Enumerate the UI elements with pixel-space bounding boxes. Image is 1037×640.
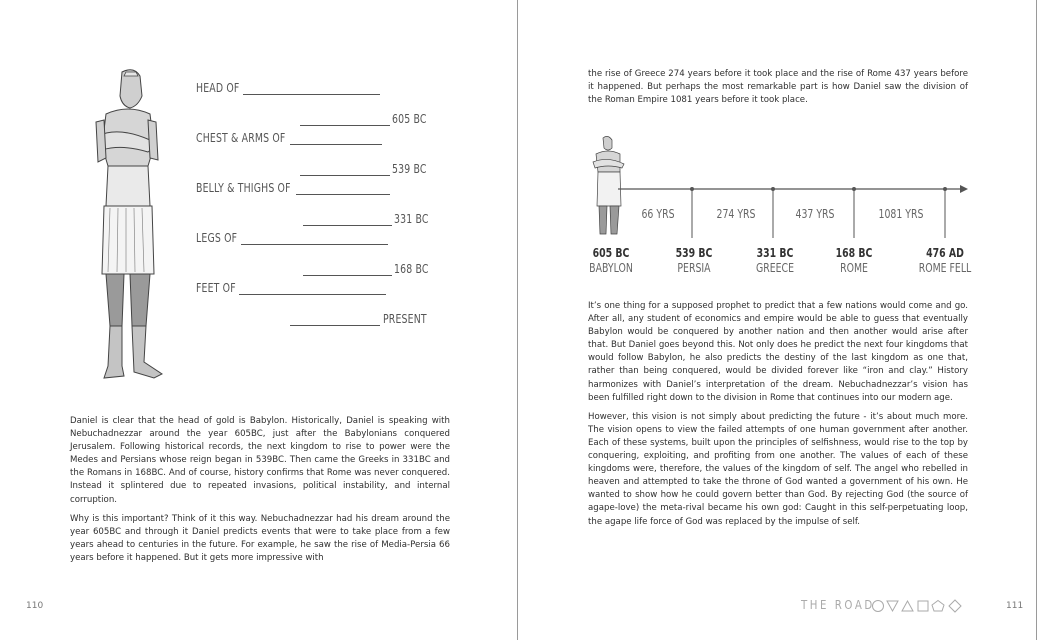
paragraph: Daniel is clear that the head of gold is Babylon. Historically, Daniel is speaking with Nebuchadnezzar around the year 605BC, just after the Babylonians conquered Jerusalem. Following historical records, the next kingdom to rise to power were the Medes and Persians whose reign began in 539BC. Then came the Greeks in 331BC and the Romans in 168BC. And of course, history confirms that Rome was never conquered. Instead it splintered due to repeated invasions, political instability, and internal corruption. [70, 416, 450, 505]
date-168bc: 168 BC [394, 262, 429, 276]
date-331bc: 331 BC [394, 212, 429, 226]
statue-illustration [88, 66, 168, 386]
date-539bc: 539 BC [392, 162, 427, 176]
footer-shapes-icon [871, 598, 987, 614]
blank-date-2[interactable] [300, 175, 390, 176]
left-page [0, 0, 518, 640]
timeline-name-2: PERSIA [677, 261, 711, 275]
right-intro [588, 68, 968, 113]
timeline-name-1: BABYLON [589, 261, 633, 275]
span-274: 274 YRS [716, 207, 756, 221]
timeline-date-2: 539 BC [675, 246, 713, 260]
label-legs: LEGS OF [196, 231, 238, 245]
timeline-date-3: 331 BC [756, 246, 794, 260]
paragraph: Why is this important? Think of it this way. Nebuchadnezzar had his dream around the year 605BC and through it Daniel predicts events that were to take place from a few years ahead to centuries in the future. For example, he saw the rise of Media-Persia 66 years before it happened. But it gets more impressive with [70, 513, 450, 563]
label-feet: FEET OF [196, 281, 236, 295]
date-present: PRESENT [383, 312, 427, 326]
timeline-date-1: 605 BC [592, 246, 630, 260]
timeline-diagram [588, 130, 978, 240]
span-1081: 1081 YRS [878, 207, 924, 221]
footer-title: THE ROAD [801, 598, 875, 612]
blank-legs[interactable] [241, 244, 388, 245]
timeline-date-4: 168 BC [835, 246, 873, 260]
blank-date-1[interactable] [300, 125, 390, 126]
timeline-name-3: GREECE [755, 261, 795, 275]
right-page [519, 0, 1037, 640]
page-number-right: 111 [1006, 601, 1024, 611]
blank-feet[interactable] [239, 294, 386, 295]
timeline-date-5: 476 AD [926, 246, 964, 260]
span-437: 437 YRS [795, 207, 835, 221]
blank-belly[interactable] [296, 194, 390, 195]
label-chest: CHEST & ARMS OF [196, 131, 286, 145]
timeline-name-5: ROME FELL [918, 261, 972, 275]
date-605bc: 605 BC [392, 112, 427, 126]
paragraph: It’s one thing for a supposed prophet to predict that a few nations would come and go. After all, any student of economics and empire would be able to guess that eventually Babylon would be conquered by another nation and then another would arise after that. But Daniel goes beyond this. Not only does he predict the next four kingdoms that would follow Babylon, he also predicts the destiny of the last kingdom as one that, rather than being conquered, would be divided forever like “iron and clay.” History harmonizes with Daniel’s interpretation of the dream. Nebuchadnezzar’s vision has been fulfilled right down to the division in Rome that continues into our modern age. [588, 301, 968, 403]
paragraph: However, this vision is not simply about predicting the future - it’s about much more. The vision opens to view the failed attempts of one human government after another. Each of these systems, built upon the principles of selfishness, would rise to the top by conquering, exploiting, and profiting from one another. The values of each of these kingdoms were, therefore, the values of the kingdom of self. The angel who rebelled in heaven and attempted to take the throne of God wanted a government of his own. He wanted to show how he could govern better than God. By rejecting God (the source of agape-love) the meta-rival became his own god: Caught in this self-perpetuating loop, the agape life force of God was replaced by the impulse of self. [588, 411, 968, 527]
blank-head[interactable] [243, 94, 380, 95]
blank-date-5[interactable] [290, 325, 380, 326]
right-body [588, 300, 968, 535]
label-head: HEAD OF [196, 81, 240, 95]
page-number-left: 110 [26, 601, 44, 611]
paragraph: the rise of Greece 274 years before it took place and the rise of Rome 437 years before it happened. But perhaps the most remarkable part is how Daniel saw the division of the Roman Empire 1081 years before it took place. [588, 69, 968, 106]
label-belly: BELLY & THIGHS OF [196, 181, 291, 195]
span-66: 66 YRS [641, 207, 675, 221]
left-body [70, 415, 450, 571]
timeline-name-4: ROME [840, 261, 868, 275]
blank-date-3[interactable] [303, 225, 392, 226]
blank-date-4[interactable] [303, 275, 392, 276]
small-statue-icon [593, 136, 624, 234]
blank-chest[interactable] [290, 144, 382, 145]
